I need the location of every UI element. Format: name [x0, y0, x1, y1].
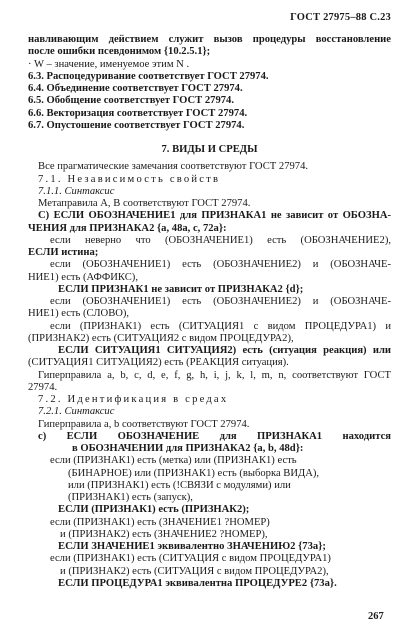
text-line: ЕСЛИ истина;: [28, 247, 99, 258]
spacer: [28, 132, 391, 144]
text-line: если (ПРИЗНАК1) есть (СИТУАЦИЯ с видом ПРОЦЕДУРА1): [50, 553, 331, 565]
text-line: Все прагматические замечания соответствуют ГОСТ 27974.: [38, 161, 309, 173]
text-line: 7.2.1. Синтаксис: [38, 406, 115, 418]
page-number: 267: [368, 611, 384, 622]
document-body: [28, 34, 391, 590]
text-line: (ПРИЗНАК2) есть (СИТУАЦИЯ2 с видом ПРОЦЕДУРА2),: [28, 332, 294, 344]
text-line: Гиперправила a, b соответствуют ГОСТ 27974.: [38, 418, 250, 430]
text-line: 7.1. Независимость свойств: [38, 173, 221, 185]
text-line: · W – значение, именуемое этим N .: [28, 58, 190, 70]
text-line: (ПРИЗНАК1) есть (запуск),: [68, 492, 193, 503]
text-line: 6.3. Распоцедуривание соответствует ГОСТ 27974.: [28, 70, 269, 82]
text-line: 6.6. Векторизация соответствует ГОСТ 27974.: [28, 107, 248, 119]
text-line: ЕСЛИ ПРОЦЕДУРА1 эквивалентна ПРОЦЕДУРЕ2 {73a}.: [58, 577, 337, 589]
text-line: если (ОБОЗНАЧЕНИЕ1) есть (ОБОЗНАЧЕНИЕ2) и (ОБОЗНАЧЕ-: [50, 259, 391, 271]
text-line: после ошибки псевдонимом {10.2.5.1};: [28, 46, 211, 58]
text-line: НИЕ1) есть (СЛОВО),: [28, 308, 130, 320]
text-line: если (ПРИЗНАК1) есть (СИТУАЦИЯ1 с видом ПРОЦЕДУРА1) и: [50, 320, 391, 332]
text-line: ЧЕНИЯ для ПРИЗНАКА2 {a, 48a, c, 72a}:: [28, 222, 227, 234]
text-line: ЕСЛИ ПРИЗНАК1 не зависит от ПРИЗНАКА2 {d};: [58, 283, 304, 295]
text-line: навливающим действием служит вызов процедуры восстановление: [28, 34, 391, 45]
page-header: ГОСТ 27975–88 С.23: [290, 12, 391, 23]
text-line: 6.4. Объединение соответствует ГОСТ 27974.: [28, 83, 243, 94]
text-line: 6.7. Опустошение соответствует ГОСТ 27974.: [28, 119, 245, 131]
text-line: (СИТУАЦИЯ1 СИТУАЦИЯ2) есть (РЕАКЦИЯ ситуация).: [28, 357, 289, 369]
text-line: или (ПРИЗНАК1) есть (!СВЯЗИ с модулями) или: [68, 479, 291, 491]
text-line: C) ЕСЛИ ОБОЗНАЧЕНИЕ1 для ПРИЗНАКА1 не зависит от ОБОЗНА-: [38, 210, 391, 222]
text-line: ЕСЛИ ЗНАЧЕНИЕ1 эквивалентно ЗНАЧЕНИЮ2 {73a};: [58, 541, 326, 552]
text-line: 7.2. Идентификация в средах: [38, 394, 229, 405]
text-line: если (ПРИЗНАК1) есть (ЗНАЧЕНИЕ1 ?НОМЕР): [50, 516, 270, 528]
text-line: и (ПРИЗНАК2) есть (СИТУАЦИЯ с видом ПРОЦЕДУРА2),: [60, 565, 329, 577]
text-line: ЕСЛИ (ПРИЗНАК1) есть (ПРИЗНАК2);: [58, 504, 250, 516]
text-line: Метаправила A, B соответствуют ГОСТ 27974.: [38, 198, 251, 209]
text-line: если (ОБОЗНАЧЕНИЕ1) есть (ОБОЗНАЧЕНИЕ2) и (ОБОЗНАЧЕ-: [50, 296, 391, 307]
text-line: 6.5. Обобщение соответствует ГОСТ 27974.: [28, 95, 234, 107]
text-line: 27974.: [28, 381, 58, 393]
text-line: (БИНАРНОЕ) или (ПРИЗНАК1) есть (выборка ВИДА),: [68, 467, 320, 479]
text-line: в ОБОЗНАЧЕНИИ для ПРИЗНАКА2 {a, b, 48d}:: [72, 443, 304, 454]
text-line: НИЕ1) есть (АФФИКС),: [28, 271, 138, 283]
text-line: 7. ВИДЫ И СРЕДЫ: [161, 144, 258, 155]
text-line: c) ЕСЛИ ОБОЗНАЧЕНИЕ для ПРИЗНАКА1 находится: [38, 430, 391, 442]
text-line: ЕСЛИ СИТУАЦИЯ1 СИТУАЦИЯ2) есть (ситуация реакция) или: [58, 345, 391, 356]
text-line: и (ПРИЗНАК2) есть (ЗНАЧЕНИЕ2 ?НОМЕР),: [60, 528, 268, 540]
text-line: 7.1.1. Синтаксис: [38, 185, 115, 197]
text-line: если (ПРИЗНАК1) есть (метка) или (ПРИЗНАК1) есть: [50, 455, 297, 467]
text-line: Гиперправила a, b, c, d, e, f, g, h, i, j, k, l, m, n, соответствуют ГОСТ: [38, 369, 391, 381]
text-line: если неверно что (ОБОЗНАЧЕНИЕ1) есть (ОБОЗНАЧЕНИЕ2),: [50, 234, 391, 246]
